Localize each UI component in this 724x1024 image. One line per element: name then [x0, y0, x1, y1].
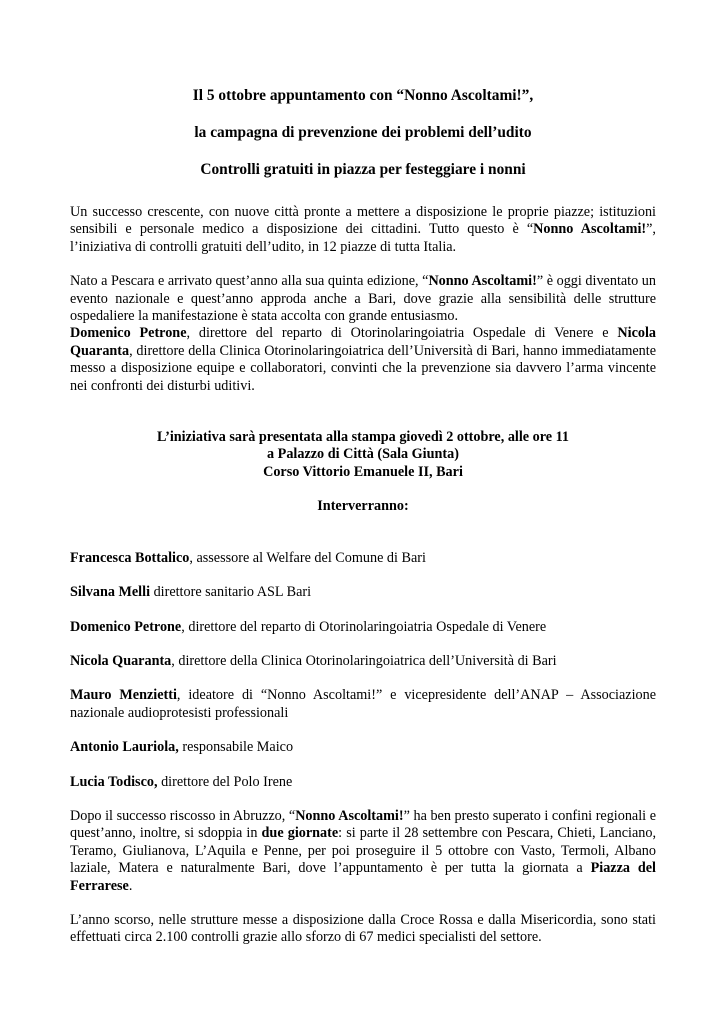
speaker-item — [70, 550, 656, 567]
spacer — [70, 602, 656, 619]
origin-text-1: Nato a Pescara e arrivato quest’anno alla sua quinta edizione, “ — [70, 273, 429, 290]
paragraph-last-year — [70, 912, 656, 947]
last-year-text: L’anno scorso, nelle strutture messe a disposizione dalla Croce Rossa e dalla Misericordia, sono stati effettuati circa 2.100 controlli grazie allo sforzo di 67 medici specialisti del settore. — [70, 911, 656, 946]
spacer — [70, 481, 656, 498]
speaker-item — [70, 584, 656, 601]
paragraph-doctors — [70, 325, 656, 395]
spacer — [70, 757, 656, 774]
intro-bold-1: Nonno Ascoltami! — [533, 221, 647, 238]
spacer — [70, 895, 656, 912]
speaker-name: Nicola Quaranta — [70, 652, 172, 669]
spacer — [70, 636, 656, 653]
expansion-text-4: . — [128, 877, 133, 894]
speaker-name: Silvana Melli — [70, 584, 151, 601]
paragraph-origin — [70, 273, 656, 325]
announcement-line-2: a Palazzo di Città (Sala Giunta) — [267, 446, 459, 463]
origin-text-2: ” è oggi diventato un evento nazionale e quest’anno approda anche a Bari, dove grazie alla sensibilità delle strutture ospedaliere la manifestazione è stata accolta con grande entusiasmo. — [70, 273, 656, 325]
announcement-line-3: Corso Vittorio Emanuele II, Bari — [263, 463, 463, 480]
paragraph-intro — [70, 204, 656, 256]
speaker-name: Domenico Petrone — [70, 618, 182, 635]
speaker-name: Mauro Menzietti — [70, 687, 177, 704]
expansion-text-2: ” ha ben presto superato i confini regionali e quest’anno, inoltre, si sdoppia in — [70, 807, 656, 842]
title-line-2: la campagna di prevenzione dei problemi dell’udito — [194, 124, 532, 141]
spacer — [70, 722, 656, 739]
expansion-bold-3: Piazza del Ferrarese — [70, 860, 656, 894]
speaker-role: , ideatore di “Nonno Ascoltami!” e vicepresidente dell’ANAP – Associazione nazionale audioprotesisti professionali — [70, 687, 657, 721]
announcement-line-1: L’iniziativa sarà presentata alla stampa giovedì 2 ottobre, alle ore 11 — [156, 429, 570, 446]
speaker-name: Antonio Lauriola, — [70, 739, 179, 756]
expansion-text-1: Dopo il successo riscosso in Abruzzo, “ — [70, 807, 296, 824]
speakers-heading: Interverranno: — [317, 498, 409, 515]
doctors-text-1: , direttore del reparto di Otorinolaringoiatria Ospedale di Venere e — [186, 325, 618, 342]
title-line-1: Il 5 ottobre appuntamento con “Nonno Ascoltami!”, — [192, 87, 534, 104]
speaker-item — [70, 739, 656, 756]
intro-text-2: ”, l’iniziativa di controlli gratuiti dell’udito, in 12 piazze di tutta Italia. — [70, 221, 656, 255]
spacer — [70, 791, 656, 808]
title-line-3: Controlli gratuiti in piazza per festeggiare i nonni — [200, 161, 526, 178]
speaker-name: Francesca Bottalico — [70, 549, 190, 566]
speaker-item — [70, 774, 656, 791]
expansion-bold-2: due giornate — [261, 825, 339, 842]
speaker-role: direttore del Polo Irene — [157, 773, 293, 790]
speaker-role: direttore sanitario ASL Bari — [150, 584, 312, 601]
origin-bold-1: Nonno Ascoltami! — [428, 273, 537, 290]
intro-text-1: Un successo crescente, con nuove città pronte a mettere a disposizione le proprie piazze; istituzioni sensibili e personale medico a disposizione dei cittadini. Tutto questo è “ — [70, 204, 656, 238]
expansion-bold-1: Nonno Ascoltami! — [295, 807, 404, 824]
doctors-bold-1: Domenico Petrone — [70, 325, 187, 342]
spacer — [70, 670, 656, 687]
spacer — [70, 567, 656, 584]
speaker-role: , assessore al Welfare del Comune di Bari — [189, 549, 426, 566]
speaker-role: responsabile Maico — [178, 739, 294, 756]
doctors-bold-2: Nicola Quaranta — [70, 325, 656, 359]
speaker-item — [70, 619, 656, 636]
spacer — [70, 516, 656, 550]
speaker-role: , direttore della Clinica Otorinolaringoiatrica dell’Università di Bari — [171, 652, 557, 669]
paragraph-expansion — [70, 808, 656, 895]
expansion-text-3: : si parte il 28 settembre con Pescara, Chieti, Lanciano, Teramo, Giulianova, L’Aquila e Penne, per poi proseguire il 5 ottobre con Vasto, Termoli, Albano laziale, Matera e naturalmente Bari, dove l’appuntamento è per tutta la giornata a — [70, 825, 657, 877]
document-body — [70, 86, 656, 947]
spacer — [70, 256, 656, 273]
speaker-item — [70, 687, 656, 722]
speaker-name: Lucia Todisco, — [70, 773, 158, 790]
speaker-item — [70, 653, 656, 670]
doctors-text-2: , direttore della Clinica Otorinolaringoiatrica dell’Università di Bari, hanno immediatamente messo a disposizione equipe e collaboratori, convinti che la prevenzione sia davvero l’arma vincente nei confronti dei disturbi uditivi. — [70, 342, 656, 394]
speaker-role: , direttore del reparto di Otorinolaringoiatria Ospedale di Venere — [181, 618, 547, 635]
spacer — [70, 395, 656, 429]
